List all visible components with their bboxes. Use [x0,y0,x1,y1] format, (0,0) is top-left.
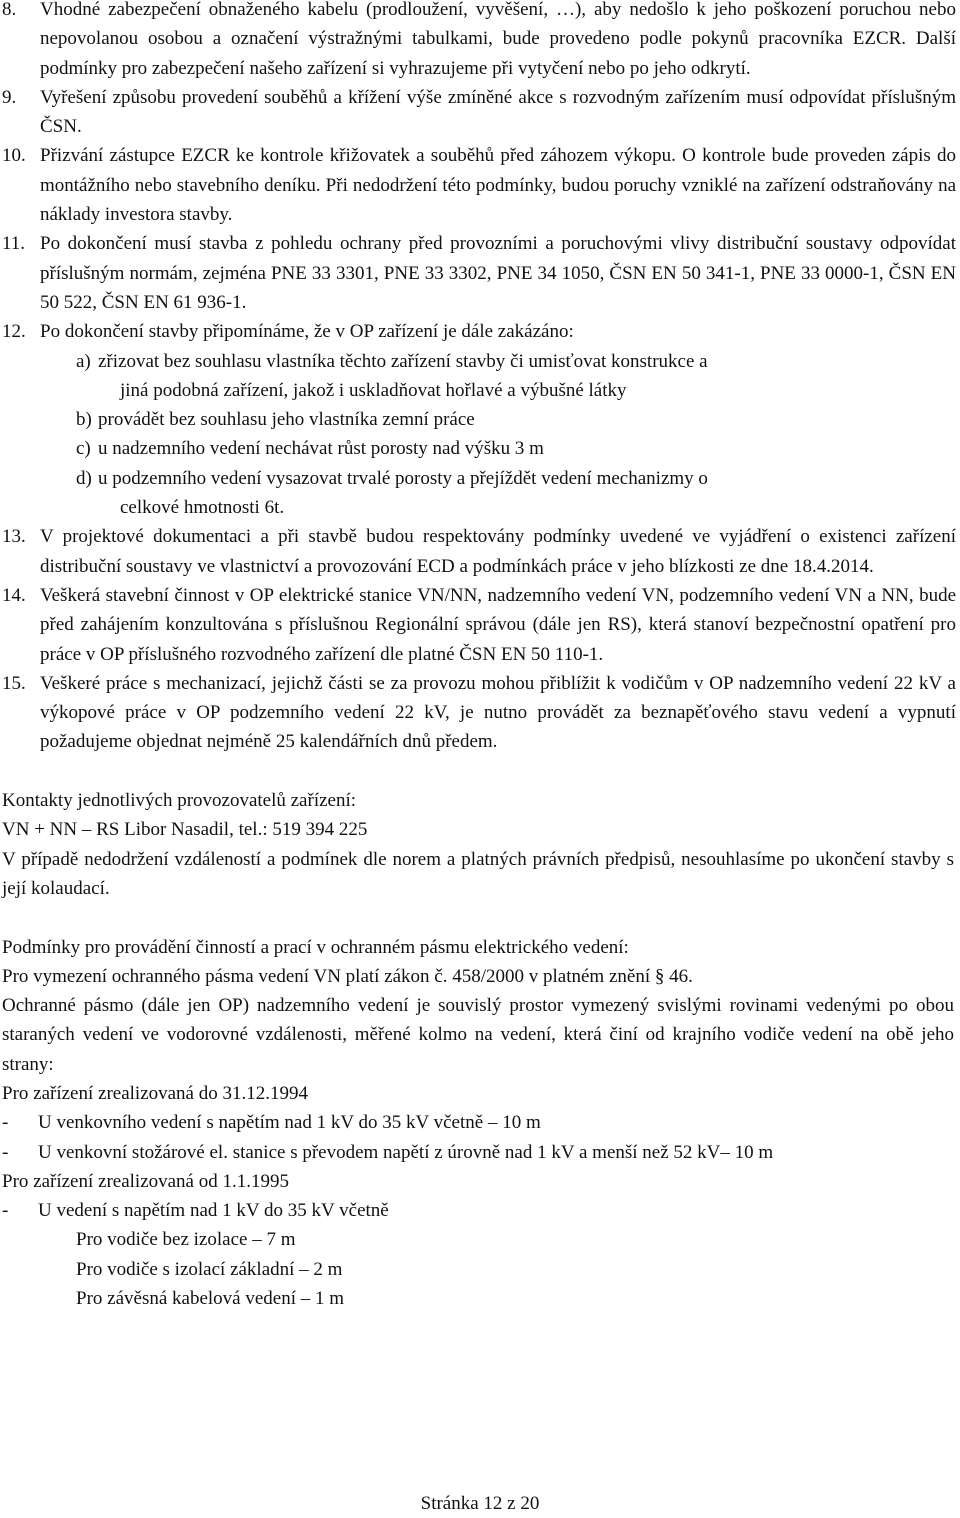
sub-item-letter: a) [76,350,91,372]
sub-item-text [98,464,938,523]
contacts-heading: Kontakty jednotlivých provozovatelů zařízení: [2,790,357,812]
item-text: Po dokončení stavby připomínáme, že v OP zařízení je dále zakázáno: [40,321,574,343]
sub-item [76,405,960,434]
list-item [0,669,960,757]
item-number: 10. [2,145,26,167]
item-text: Vyřešení způsobu provedení souběhů a křížení výše zmíněné akce s rozvodným zařízením musí odpovídat příslušným ČSN. [40,86,956,138]
sub-condition: Pro závěsná kabelová vedení – 1 m [76,1288,345,1310]
footer-prefix: Stránka [420,1493,484,1514]
list-item [0,141,960,229]
conditions-heading: Podmínky pro provádění činností a prací v ochranném pásmu elektrického vedení: [2,936,629,958]
item-text: Veškeré práce s mechanizací, jejichž části se za provozu mohou přiblížit k vodičům v OP nadzemního vedení 22 kV a výkopové práce v OP podzemního vedení 22 kV, je nutno provádět za beznapěťového stavu vedení a vypnutí požadujeme objednat nejméně 25 kalendářních dnů předem. [40,672,956,753]
sub-item-text [98,347,938,406]
item-text: Vhodné zabezpečení obnaženého kabelu (prodloužení, vyvěšení, …), aby nedošlo k jeho poškození poruchou nebo nepovolanou osobou a označení výstražnými tabulkami, bude provedeno podle pokynů pracovníka EZCR. Další podmínky pro zabezpečení našeho zařízení si vyhrazujeme při vytyčení nebo po jeho odkrytí. [40,0,956,79]
sub-condition: Pro vodiče s izolací základní – 2 m [76,1258,343,1280]
dash-item-text: U venkovního vedení s napětím nad 1 kV do 35 kV včetně – 10 m [38,1112,541,1134]
sub-item-letter: c) [76,438,91,460]
footer-middle: z [502,1493,521,1514]
item-number: 12. [2,321,26,343]
definition-paragraph: Ochranné pásmo (dále jen OP) nadzemního vedení je souvislý prostor vymezený svislými rovinami vedenými po obou staraných vedení ve vodorovné vzdálenosti, měřené kolmo na vedení, která činí od krajního vodiče vedení na obě jeho strany: [2,995,954,1075]
sub-item-line: celkové hmotnosti 6t. [120,497,285,519]
page-total: 20 [520,1493,540,1514]
sub-item-letter: b) [76,409,92,431]
pre1995-heading: Pro zařízení zrealizovaná do 31.12.1994 [2,1082,308,1104]
sub-item [76,347,960,406]
list-item [0,0,960,83]
item-text: V projektové dokumentaci a při stavbě budou respektovány podmínky uvedené ve vyjádření o existenci zařízení distribuční soustavy ve vlastnictví a provozování ECD a podmínkách práce v jeho blízkosti ze dne 18.4.2014. [40,526,956,577]
sub-item [76,434,960,463]
list-item [0,83,960,142]
sub-item-line: u nadzemního vedení nechávat růst porosty nad výšku 3 m [98,438,544,460]
warning-paragraph: V případě nedodržení vzdáleností a podmínek dle norem a platných právních předpisů, nesouhlasíme po ukončení stavby s její kolaudací. [2,848,954,899]
dash-item: - U venkovního vedení s napětím nad 1 kV do 35 kV včetně – 10 m [0,1108,960,1137]
item-number: 14. [2,584,26,606]
page-number: 12 [483,1493,503,1514]
item-text: Po dokončení musí stavba z pohledu ochrany před provozními a poruchovými vlivy distribuční soustavy odpovídat příslušným normám, zejména PNE 33 3301, PNE 33 3302, PNE 34 1050, ČSN EN 50 341-1, PNE 33 0000-1, ČSN EN 50 522, ČSN EN 61 936-1. [40,233,956,313]
sub-item-line: u podzemního vedení vysazovat trvalé porosty a přejíždět vedení mechanizmy o [98,467,708,489]
law-paragraph: Pro vymezení ochranného pásma vedení VN platí zákon č. 458/2000 v platném znění § 46. [2,965,693,987]
sub-item-line: zřizovat bez souhlasu vlastníka těchto zařízení stavby či umisťovat konstrukce a [98,350,708,372]
item-text: Přizvání zástupce EZCR ke kontrole křižovatek a souběhů před záhozem výkopu. O kontrole bude proveden zápis do montážního nebo stavebního deníku. Při nedodržení této podmínky, budou poruchy vzniklé na zařízení odstraňovány na náklady investora stavby. [40,145,956,226]
sub-item [76,464,960,523]
sub-item-line: provádět bez souhlasu jeho vlastníka zemní práce [98,409,475,431]
list-item [0,229,960,317]
list-item [0,581,960,669]
post1995-heading: Pro zařízení zrealizovaná od 1.1.1995 [2,1170,289,1192]
item-number: 15. [2,672,26,694]
sub-item-letter: d) [76,467,92,489]
page-footer [0,1489,960,1518]
item-number: 8. [2,0,17,20]
contact-line: VN + NN – RS Libor Nasadil, tel.: 519 394 225 [2,819,368,841]
item-number: 9. [2,86,17,108]
dash-item-text: U venkovní stožárové el. stanice s převodem napětí z úrovně nad 1 kV a menší než 52 kV– 10 m [38,1141,774,1163]
item-text: Veškerá stavební činnost v OP elektrické stanice VN/NN, nadzemního vedení VN, podzemního vedení VN a NN, bude před zahájením konzultována s příslušnou Regionální správou (dále jen RS), která stanoví bezpečnostní opatření pro práce v OP příslušného rozvodného zařízení dle platné ČSN EN 50 110-1. [40,584,956,665]
item-number: 13. [2,526,26,548]
sub-condition: Pro vodiče bez izolace – 7 m [76,1229,296,1251]
item-number: 11. [2,233,26,255]
sub-item-line: jiná podobná zařízení, jakož i uskladňovat hořlavé a výbušné látky [120,379,627,401]
list-item [0,317,960,346]
list-item [0,522,960,581]
dash-item: - U vedení s napětím nad 1 kV do 35 kV včetně [0,1196,960,1225]
dash-item-text: U vedení s napětím nad 1 kV do 35 kV včetně [38,1200,389,1222]
dash-item: - U venkovní stožárové el. stanice s převodem napětí z úrovně nad 1 kV a menší než 52 kV– 10 m [0,1138,960,1167]
